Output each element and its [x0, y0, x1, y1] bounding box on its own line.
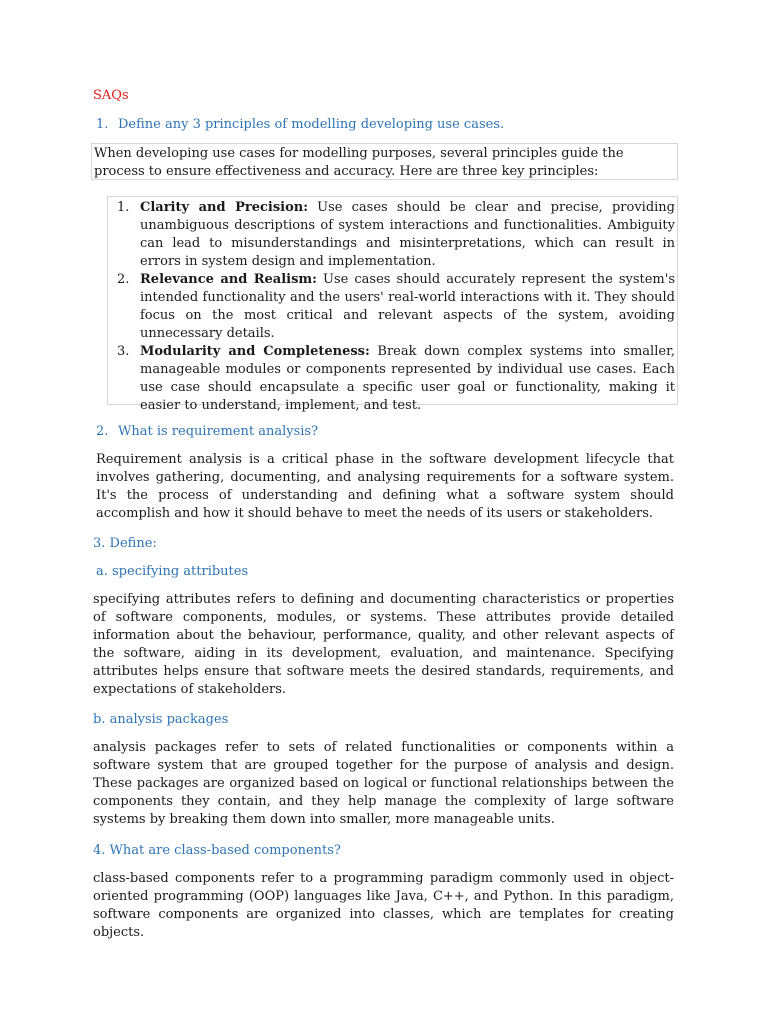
principles-list — [108, 199, 675, 415]
principle-item — [108, 199, 675, 271]
question-1-number: 1. — [96, 117, 109, 132]
question-1-heading — [96, 116, 504, 134]
principle-item — [108, 271, 675, 343]
principle-number: 2. — [117, 272, 130, 287]
principle-number: 3. — [117, 344, 130, 359]
principle-number: 1. — [117, 200, 130, 215]
principle-title: Relevance and Realism: — [140, 272, 317, 287]
question-1-intro-text: When developing use cases for modelling purposes, several principles guide the process to ensure effectiveness and accuracy. Here are three key principles: — [94, 146, 624, 179]
principle-text: Use cases should accurately represent the system's intended functionality and the users' real-world interactions with it. They should focus on the most critical and relevant aspects of the system, avoiding unnecessary details. — [140, 272, 675, 341]
requirement-analysis-answer: Requirement analysis is a critical phase in the software development lifecycle that involves gathering, documenting, and analysing requirements for a software system. It's the process of understanding and defining what a software system should accomplish and how it should behave to meet the needs of its users or stakeholders. — [96, 452, 674, 521]
question-2-number: 2. — [96, 424, 109, 439]
principle-title: Modularity and Completeness: — [140, 344, 370, 359]
principle-text: Break down complex systems into smaller, manageable modules or components represented by individual use cases. Each use case should encapsulate a specific user goal or functionality, making it easier to understand, implement, and test. — [140, 344, 675, 413]
question-3-heading: 3. Define: — [93, 536, 157, 551]
question-2-title: What is requirement analysis? — [118, 424, 319, 439]
question-1-intro-box — [91, 143, 678, 180]
question-4-heading: 4. What are class-based components? — [93, 843, 341, 858]
question-1-title: Define any 3 principles of modelling developing use cases. — [118, 117, 505, 132]
principle-item — [108, 343, 675, 415]
principles-list-box — [107, 196, 678, 413]
specifying-attributes-answer: specifying attributes refers to defining and documenting characteristics or properties of software components, modules, or systems. These attributes provide detailed information about the behaviour, performance, quality, and other relevant aspects of the software, aiding in its development, evaluation, and maintenance. Specifying attributes helps ensure that software meets the desired standards, requirements, and expectations of stakeholders. — [93, 592, 674, 697]
question-3a-heading: a. specifying attributes — [96, 564, 249, 579]
principle-title: Clarity and Precision: — [140, 200, 309, 215]
question-2-heading — [96, 423, 318, 441]
question-3b-heading: b. analysis packages — [93, 712, 229, 727]
analysis-packages-answer: analysis packages refer to sets of related functionalities or components within a software system that are grouped together for the purpose of analysis and design. These packages are organized based on logical or functional relationships between the components they contain, and they help manage the complexity of large software systems by breaking them down into smaller, more manageable units. — [93, 740, 674, 827]
class-based-components-answer: class-based components refer to a programming paradigm commonly used in object-oriented programming (OOP) languages like Java, C++, and Python. In this paradigm, software components are organized into classes, which are templates for creating objects. — [93, 871, 674, 940]
principle-text: Use cases should be clear and precise, providing unambiguous descriptions of system interactions and functionalities. Ambiguity can lead to misunderstandings and misinterpretations, which can result in errors in system design and implementation. — [140, 200, 675, 269]
saqs-label: SAQs — [93, 88, 129, 103]
